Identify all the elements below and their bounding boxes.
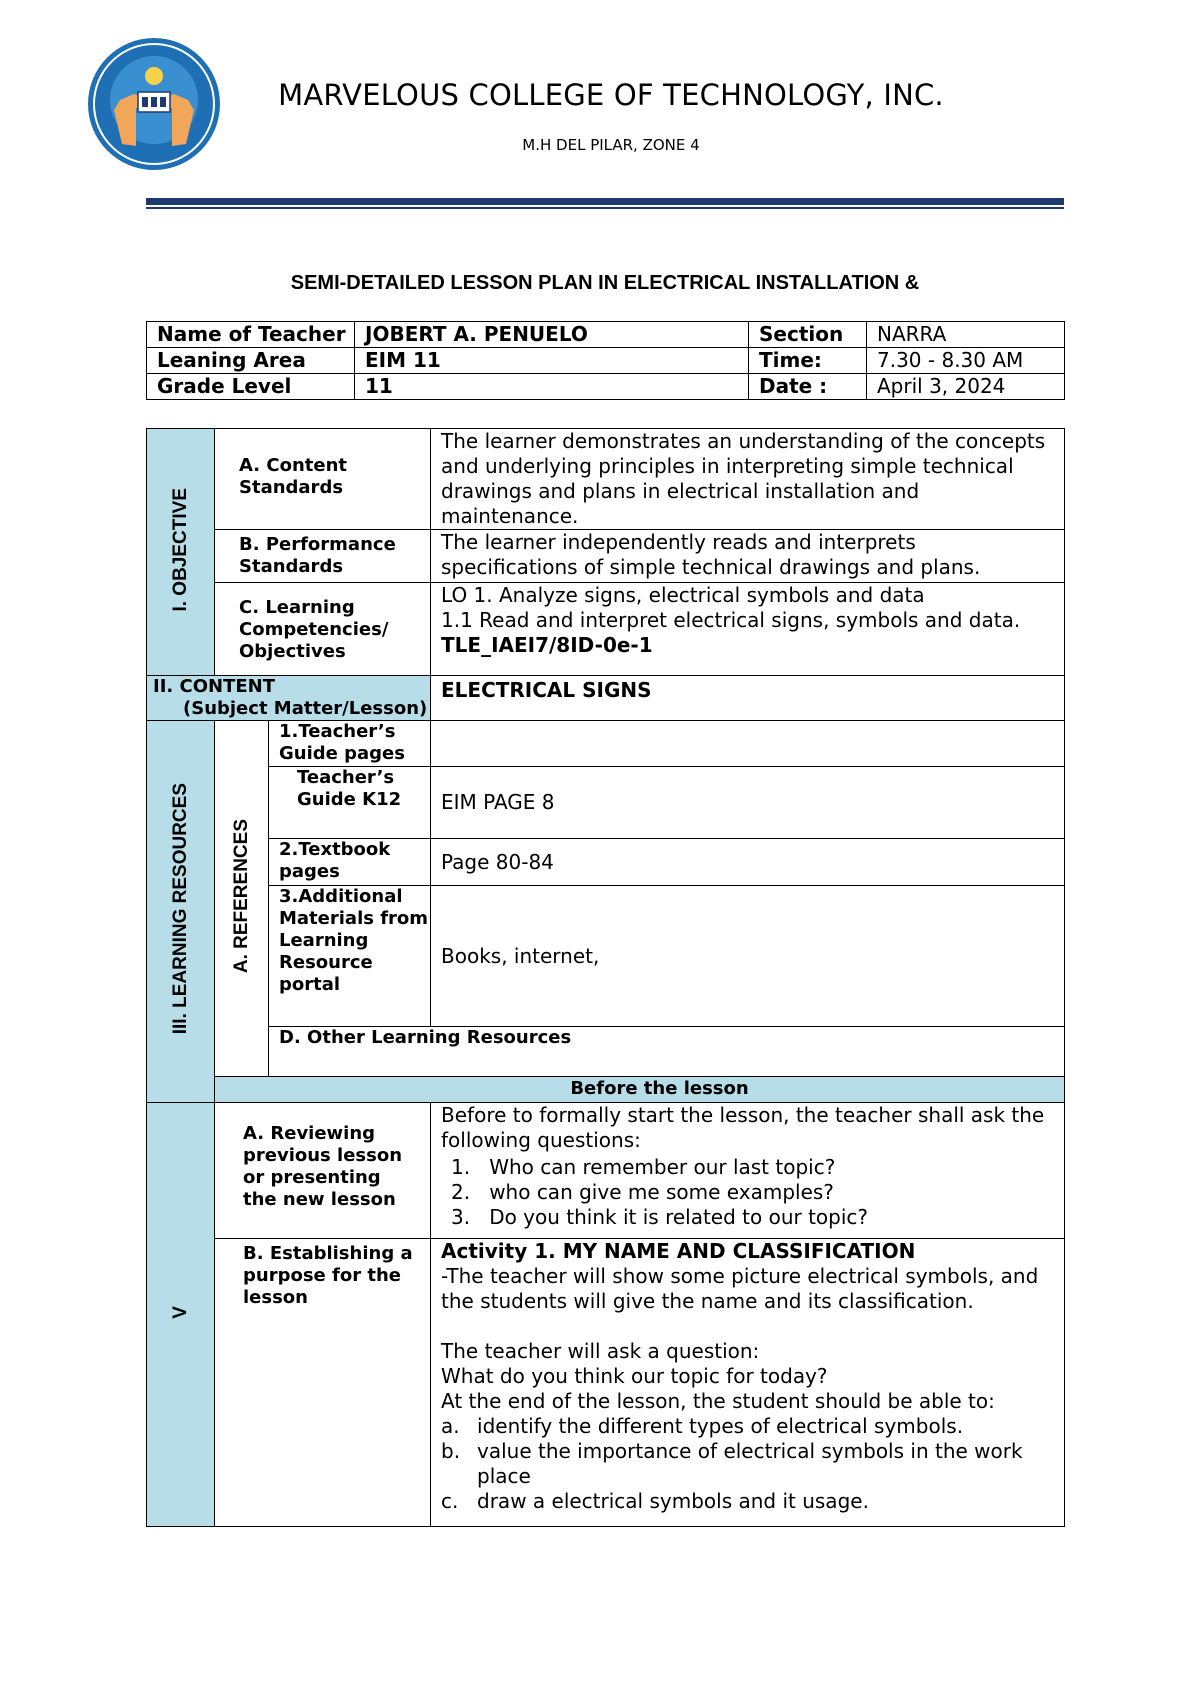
teacher-value: JOBERT A. PENUELO [355,322,749,348]
references-label: A. REFERENCES [215,721,269,1077]
activity-description: -The teacher will show some picture electrical symbols, and the students will give the name and its classification. [441,1264,1039,1313]
content-label [147,676,431,721]
question-intro: The teacher will ask a question: [441,1339,760,1363]
date-label: Date : [749,374,867,400]
additional-materials-label: 3.Additional Materials from Learning Resource portal [269,886,431,1027]
grade-label: Grade Level [147,374,355,400]
objective-content-row [147,429,1065,530]
resources-section-label: III. LEARNING RESOURCES [147,721,215,1103]
activity-title: Activity 1. MY NAME AND CLASSIFICATION [441,1239,916,1263]
time-label: Time: [749,348,867,374]
textbook-value: Page 80-84 [431,839,1065,886]
grade-value: 11 [355,374,749,400]
additional-materials-value: Books, internet, [431,886,1065,1027]
objective-performance-row [147,530,1065,583]
resource-row [147,886,1065,1027]
resource-row [147,1027,1065,1077]
learning-competencies-text [431,583,1065,676]
objective-competency-row [147,583,1065,676]
learning-competencies-label: C. Learning Competencies/ Objectives [215,583,431,676]
goal-item: a. identify the different types of electrical symbols. [441,1414,964,1438]
goal-list [441,1414,1054,1514]
question-item: 3. Do you think it is related to our topic? [451,1205,869,1229]
other-resources-label: D. Other Learning Resources [269,1027,1065,1077]
procedure-section-label: V [147,1103,215,1527]
content-standards-text: The learner demonstrates an understanding of the concepts and underlying principles in interpreting simple technical drawings and plans in electrical installation and maintenance. [431,429,1065,530]
content-value: ELECTRICAL SIGNS [431,676,1065,721]
section-label: Section [749,322,867,348]
info-row [147,374,1065,400]
info-row [147,322,1065,348]
teacher-label: Name of Teacher [147,322,355,348]
end-intro: At the end of the lesson, the student should be able to: [441,1389,995,1413]
lesson-plan-table [146,428,1065,1527]
goal-item: c. draw a electrical symbols and it usage. [441,1489,869,1513]
college-logo [86,36,222,172]
date-value: April 3, 2024 [867,374,1065,400]
competency-code: TLE_IAEI7/8ID-0e-1 [441,633,653,657]
question-list [441,1155,1054,1230]
objective-section-label: I. OBJECTIVE [147,429,215,676]
header-rule-thin [146,207,1064,209]
content-standards-label: A. Content Standards [215,429,431,530]
question-item: 2. who can give me some examples? [451,1180,834,1204]
competency-line: LO 1. Analyze signs, electrical symbols and data [441,583,925,607]
info-table [146,321,1065,400]
goal-item: b. value the importance of electrical symbols in the work place [441,1439,1023,1488]
header-rule [146,198,1064,205]
procedure-row [147,1103,1065,1239]
performance-standards-text: The learner independently reads and interprets specifications of simple technical drawings and plans. [431,530,1065,583]
before-lesson-row [147,1077,1065,1103]
performance-standards-label: B. Performance Standards [215,530,431,583]
section-value: NARRA [867,322,1065,348]
purpose-content [431,1239,1065,1527]
tg-pages-value [431,721,1065,767]
content-label-line: (Subject Matter/Lesson) [183,698,428,719]
content-label-line: II. CONTENT [153,676,275,697]
tg-k12-label: Teacher’s Guide K12 [269,767,431,839]
college-name: MARVELOUS COLLEGE OF TECHNOLOGY, INC. [278,78,944,112]
reviewing-label: A. Reviewing previous lesson or presenting the new lesson [215,1103,431,1239]
reviewing-intro: Before to formally start the lesson, the teacher shall ask the following questions: [441,1103,1045,1152]
textbook-label: 2.Textbook pages [269,839,431,886]
before-lesson-label: Before the lesson [215,1077,1065,1103]
question-item: 1. Who can remember our last topic? [451,1155,836,1179]
area-value: EIM 11 [355,348,749,374]
spacer [441,1314,1054,1339]
competency-line: 1.1 Read and interpret electrical signs, symbols and data. [441,608,1021,632]
procedure-row [147,1239,1065,1527]
topic-question: What do you think our topic for today? [441,1364,828,1388]
tg-pages-label: 1.Teacher’s Guide pages [269,721,431,767]
resource-row [147,721,1065,767]
content-row [147,676,1065,721]
college-address: M.H DEL PILAR, ZONE 4 [522,136,700,154]
reviewing-content [431,1103,1065,1239]
tg-k12-value: EIM PAGE 8 [431,767,1065,839]
resource-row [147,767,1065,839]
resource-row [147,839,1065,886]
lesson-plan-title: SEMI-DETAILED LESSON PLAN IN ELECTRICAL INSTALLATION & [290,272,920,294]
info-row [147,348,1065,374]
purpose-label: B. Establishing a purpose for the lesson [215,1239,431,1527]
area-label: Leaning Area [147,348,355,374]
time-value: 7.30 - 8.30 AM [867,348,1065,374]
